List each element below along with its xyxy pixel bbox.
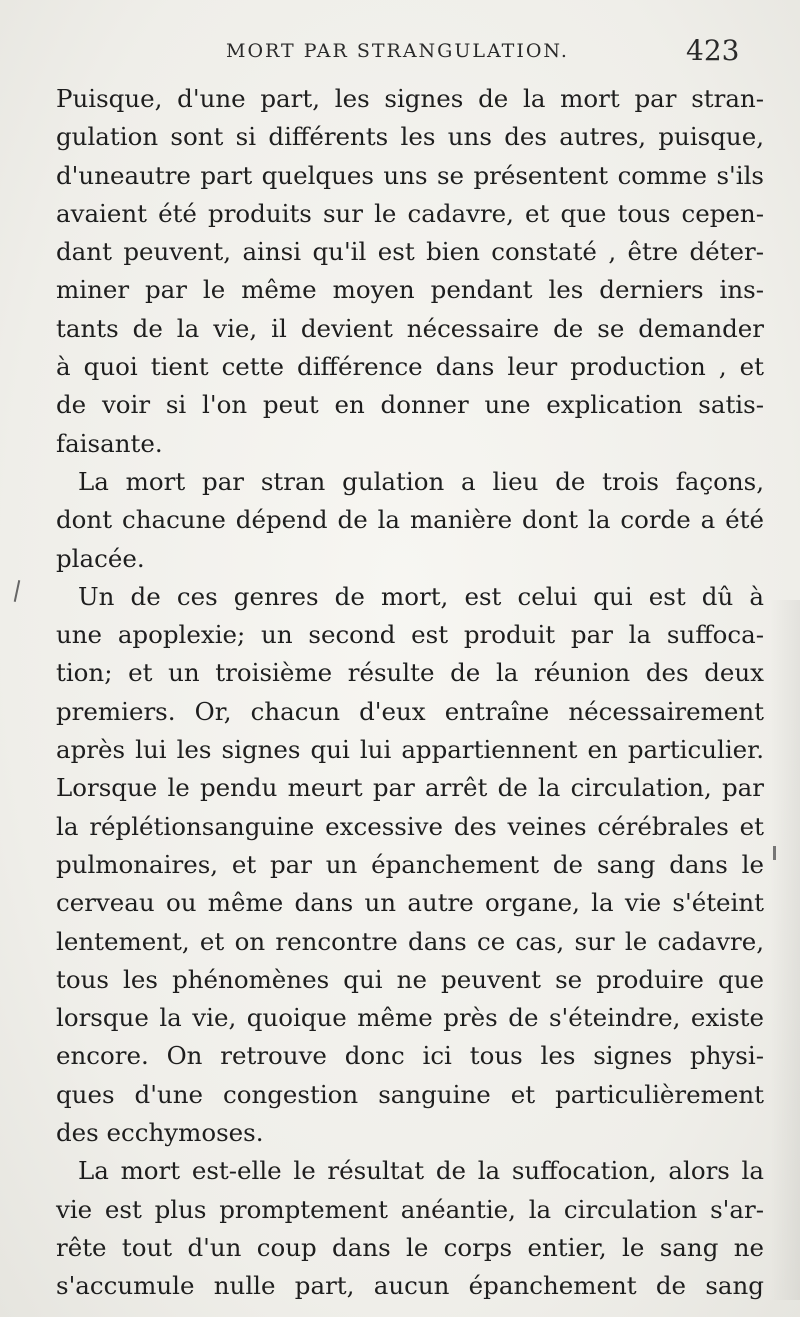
text-line: d'uneautre part quelques uns se présentent comme s'ils (56, 160, 764, 190)
page-header (0, 34, 800, 74)
text-line: des ecchymoses. (56, 1118, 264, 1148)
text-line: tion; et un troisième résulte de la réunion des deux (56, 658, 764, 688)
text-line: faisante. (56, 428, 163, 458)
text-line: de voir si l'on peut en donner une explication satis- (56, 390, 764, 420)
text-line: Puisque, d'une part, les signes de la mort par stran- (56, 84, 764, 113)
text-line: une apoplexie; un second est produit par la suffoca- (56, 620, 764, 650)
text-line: tants de la vie, il devient nécessaire de se demander (56, 313, 764, 343)
text-line: dont chacune dépend de la manière dont la corde a été (56, 505, 764, 535)
page-number: 423 (686, 34, 740, 67)
text-line: pulmonaires, et par un épanchement de sang dans le (56, 849, 764, 879)
margin-pencil-mark (14, 580, 21, 602)
text-line: ques d'une congestion sanguine et particulièrement (56, 1079, 764, 1109)
text-line: avaient été produits sur le cadavre, et que tous cepen- (56, 198, 764, 228)
text-line: la réplétionsanguine excessive des veines cérébrales et (56, 811, 764, 841)
text-line: cerveau ou même dans un autre organe, la vie s'éteint (56, 888, 764, 918)
text-line: lentement, et on rencontre dans ce cas, sur le cadavre, (56, 926, 764, 956)
text-line: lorsque la vie, quoique même près de s'éteindre, existe (56, 1003, 764, 1033)
text-line: vie est plus promptement anéantie, la circulation s'ar- (56, 1194, 764, 1224)
text-line: La mort par stran gulation a lieu de trois façons, (78, 466, 764, 496)
text-line: encore. On retrouve donc ici tous les signes physi- (56, 1041, 764, 1071)
text-line: miner par le même moyen pendant les derniers ins- (56, 275, 764, 305)
text-line: placée. (56, 543, 145, 573)
text-line: tous les phénomènes qui ne peuvent se produire que (56, 964, 764, 994)
text-line: dant peuvent, ainsi qu'il est bien constaté , être déter- (56, 237, 764, 267)
text-line: Un de ces genres de mort, est celui qui est dû à (78, 581, 764, 611)
text-line: gulation sont si différents les uns des autres, puisque, (56, 122, 764, 152)
text-line: s'accumule nulle part, aucun épanchement de sang (56, 1271, 764, 1301)
text-line: après lui les signes qui lui appartiennent en particulier. (56, 735, 764, 765)
text-line: à quoi tient cette différence dans leur production , et (56, 352, 764, 382)
body-text (56, 80, 764, 1306)
text-line: rête tout d'un coup dans le corps entier, le sang ne (56, 1232, 764, 1262)
running-head: MORT PAR STRANGULATION. (226, 40, 569, 62)
page-edge-shadow (770, 600, 800, 1300)
text-line: La mort est-elle le résultat de la suffocation, alors la (78, 1156, 764, 1186)
text-line: Lorsque le pendu meurt par arrêt de la circulation, par (56, 773, 764, 803)
text-line: premiers. Or, chacun d'eux entraîne nécessairement (56, 696, 764, 726)
